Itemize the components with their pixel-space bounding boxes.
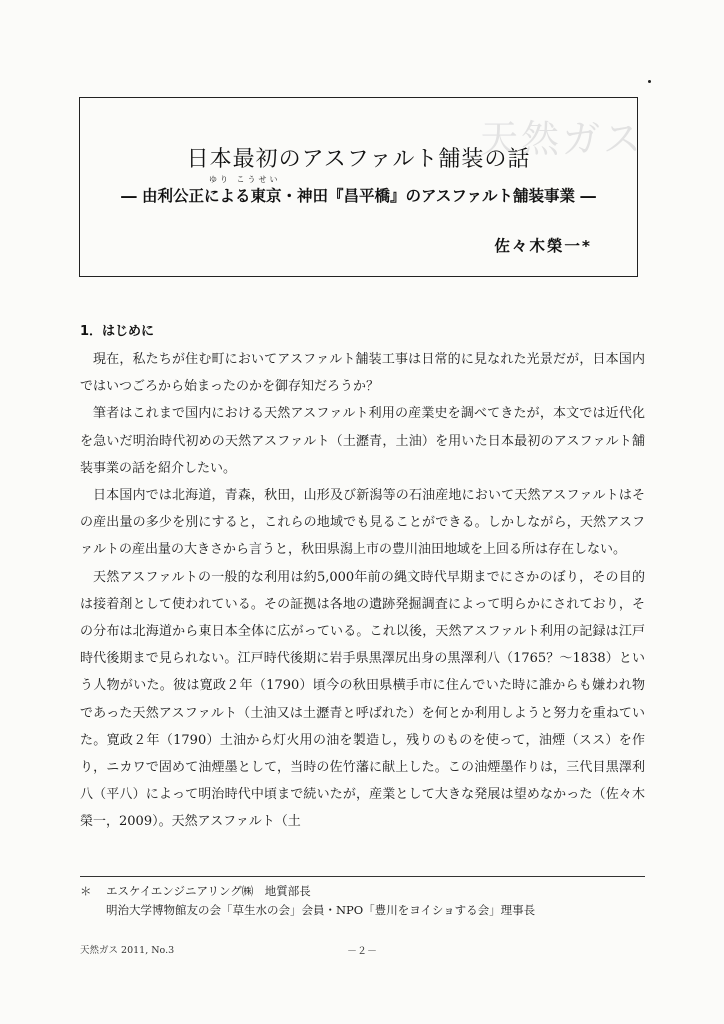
footnote-line: [80, 882, 645, 901]
footnote-membership: 明治大学博物館友の会「草生水の会」会員・NPO「豊川をヨイショする会」理事長: [106, 903, 536, 917]
paragraph: 現在，私たちが住む町においてアスファルト舗装工事は日常的に見なれた光景だが，日本国内ではいつごろから始まったのかを御存知だろうか？: [80, 352, 645, 395]
paragraph: 天然アスファルトの一般的な利用は約5,000年前の縄文時代早期までにさかのぼり，その目的は接着剤として使われている。その証拠は各地の遺跡発掘調査によって明らかにされており，その分布は北海道から東日本全体に広がっている。これ以後，天然アスファルト利用の記録は江戸時代後期まで見られない。江戸時代後期に岩手県黒澤尻出身の黒澤利八（1765？～1838）という人物がいた。彼は寛政２年（1790）頃今の秋田県横手市に住んでいた時に誰からも嫌われ物であった天然アスファルト（土油又は土瀝青と呼ばれた）を何とか利用しようと努力を重ねていた。寛政２年（1790）土油から灯火用の油を製造し，残りのものを使って，油煙（スス）を作り，ニカワで固めて油煙墨として，当時の佐竹藩に献上した。この油煙墨作りは，三代目黒澤利八（平八）によって明治時代中頃まで続いたが，産業として大きな発展は望めなかった（佐々木榮一，2009）。天然アスファルト（土: [80, 569, 645, 830]
title-box: [79, 97, 638, 277]
footnote-divider: [80, 876, 645, 877]
section-heading: 1．はじめに: [80, 324, 155, 339]
journal-info: 天然ガス 2011, No.3: [80, 945, 175, 956]
footnote-mark: ＊: [80, 884, 92, 898]
page-number: －２－: [347, 946, 377, 957]
footnotes: [80, 882, 645, 920]
bleed-through-text: 天然ガス: [480, 117, 645, 161]
article-title: 日本最初のアスファルト舗装の話: [186, 147, 531, 172]
stray-dot: [648, 80, 651, 83]
author-name: 佐々木榮一*: [494, 237, 592, 255]
body-text: [80, 346, 645, 836]
footnote-line: [80, 901, 645, 920]
paragraph: 筆者はこれまで国内における天然アスファルト利用の産業史を調べてきたが，本文では近代化を急いだ明治時代初めの天然アスファルト（土瀝青，土油）を用いた日本最初のアスファルト舗装事業の話を紹介したい。: [80, 406, 645, 476]
paragraph: 日本国内では北海道，青森，秋田，山形及び新潟等の石油産地において天然アスファルトはその産出量の多少を別にすると，これらの地域でも見ることができる。しかしながら，天然アスファルトの産出量の大きさから言うと，秋田県潟上市の豊川油田地域を上回る所は存在しない。: [80, 488, 645, 558]
furigana: ゆり こうせい: [209, 175, 281, 184]
footnote-affiliation: エスケイエンジニアリング㈱ 地質部長: [106, 884, 311, 898]
article-subtitle: ― 由利公正による東京・神田『昌平橋』のアスファルト舗装事業 ―: [121, 187, 596, 205]
